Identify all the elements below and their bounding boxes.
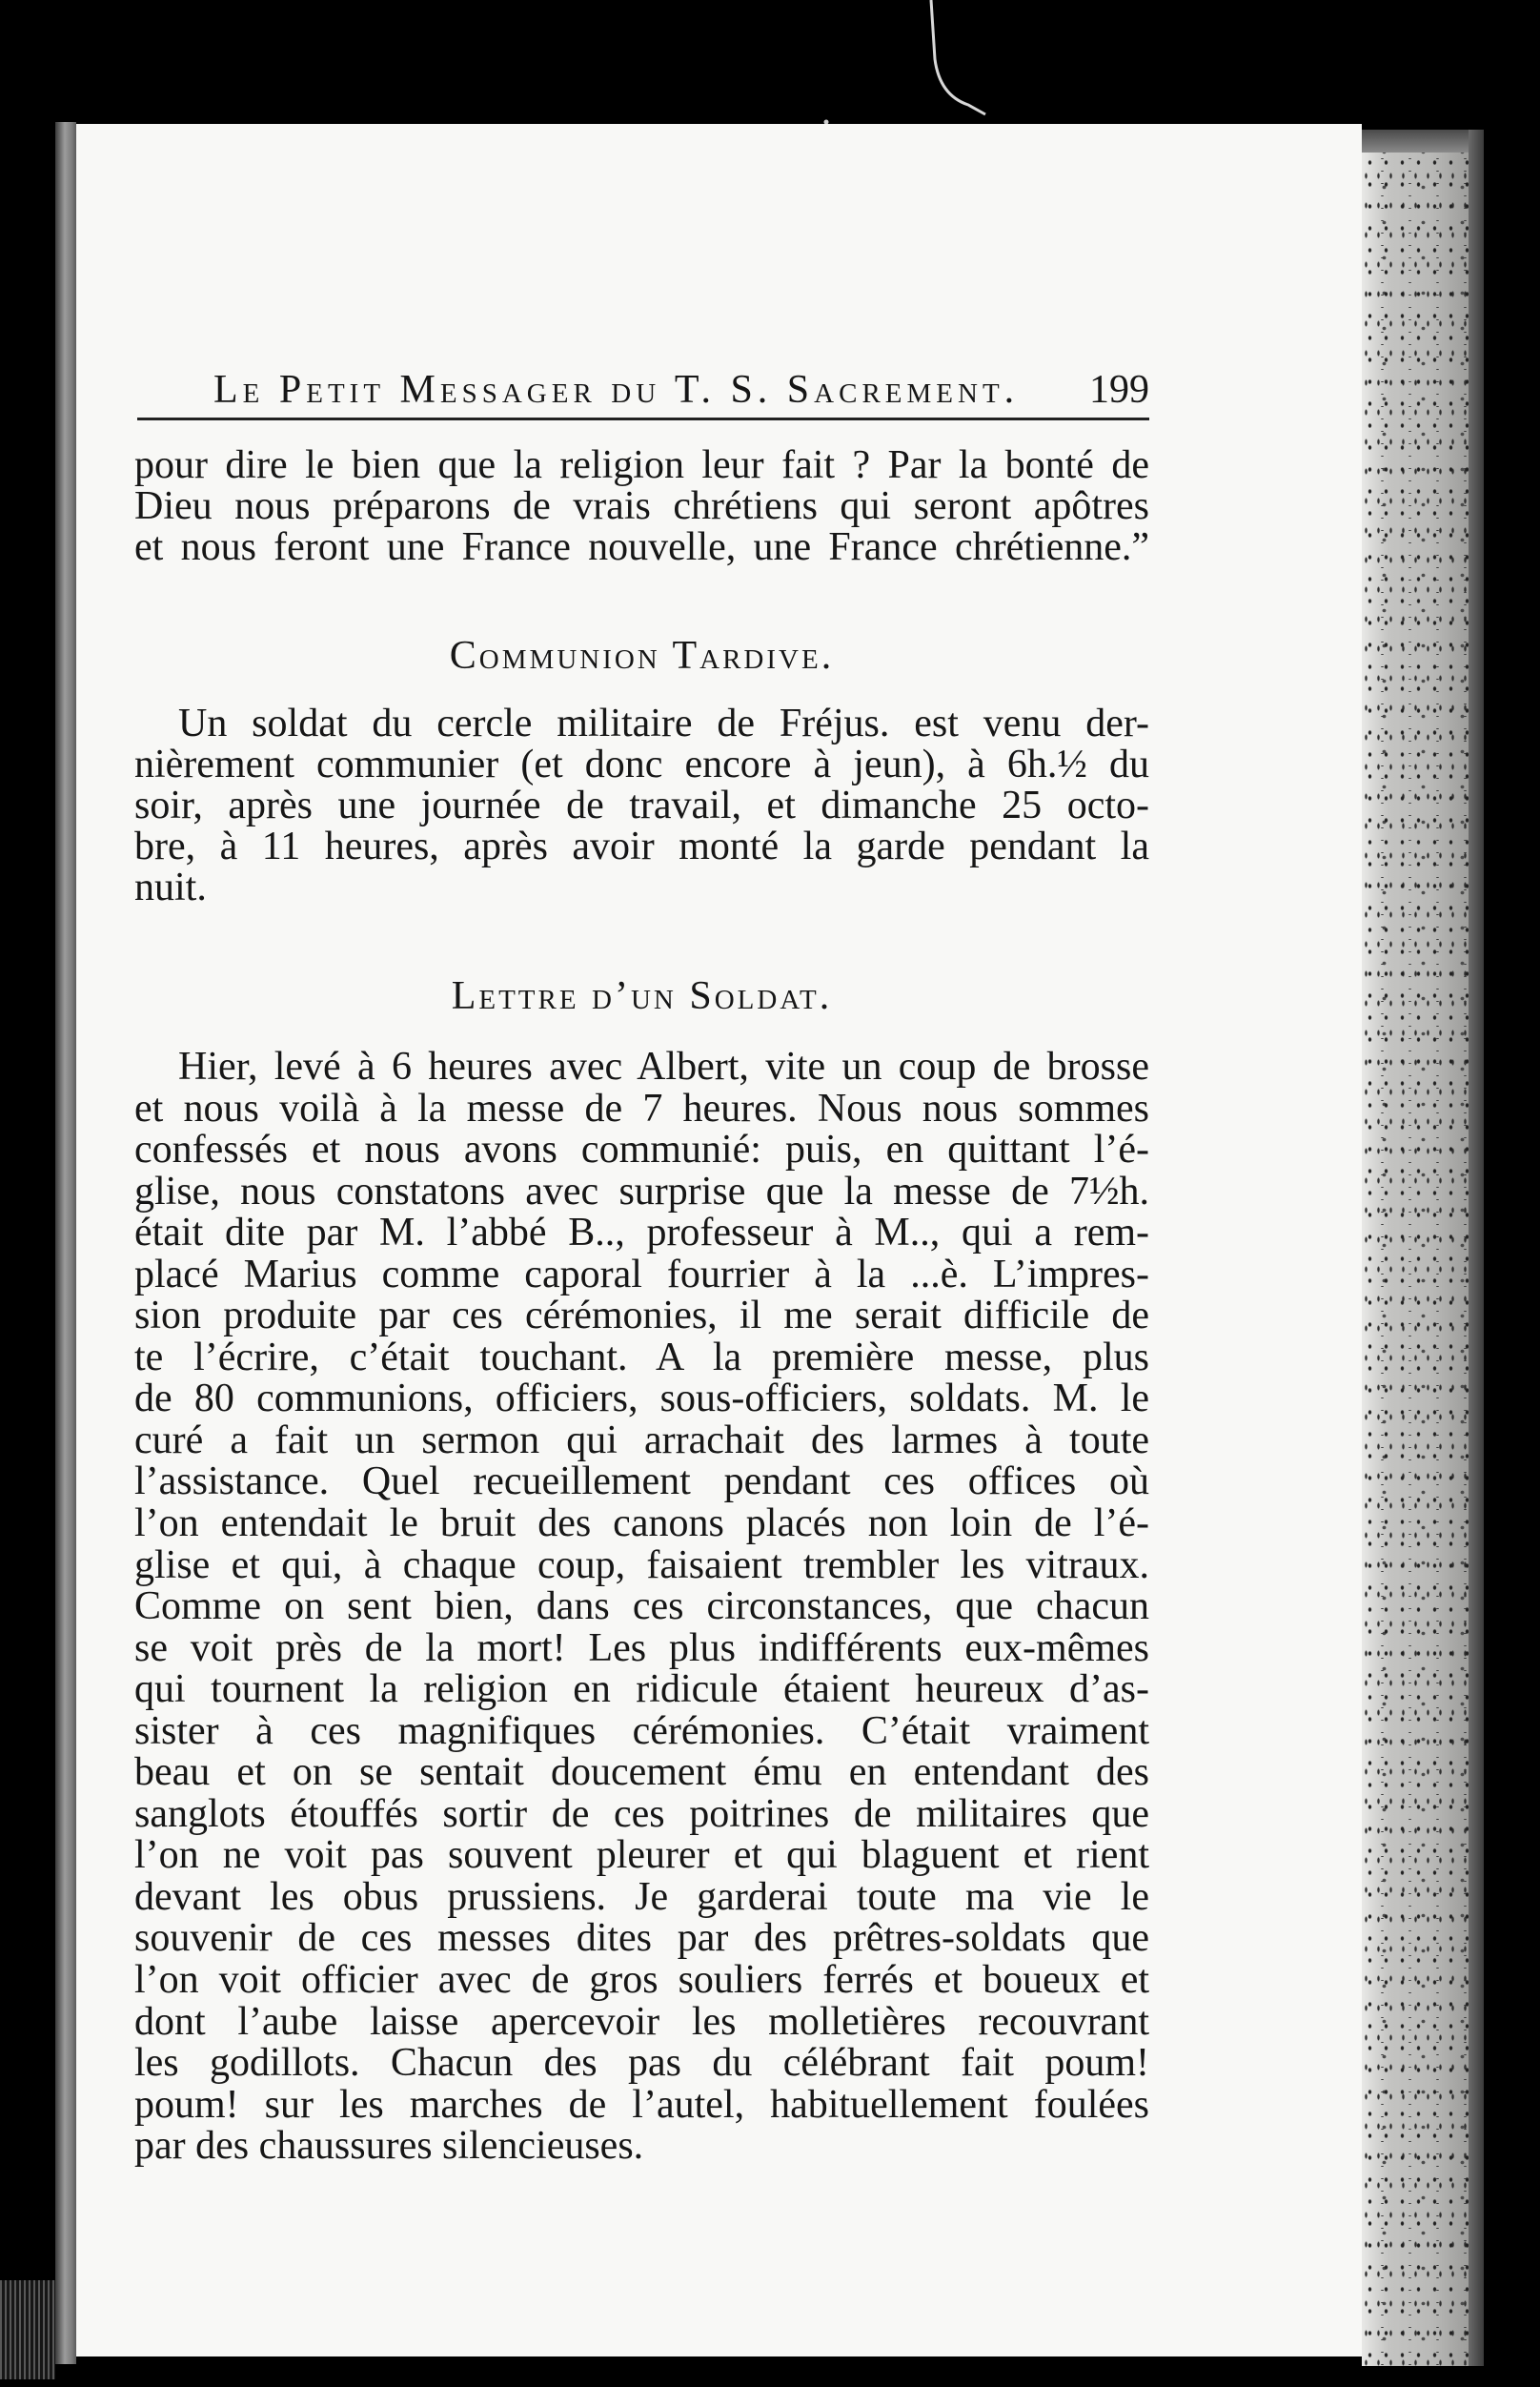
text-line: placé Marius comme caporal fourrier à la ...è. L’impres- [134,1252,1149,1296]
page-edges-top [1362,130,1484,153]
text-line: nièrement communier (et donc encore à jeun), à 6h.½ du [134,743,1149,786]
text-line: les godillots. Chacun des pas du célébrant fait poum! [134,2041,1149,2086]
running-head [134,369,1149,411]
text-line: l’assistance. Quel recueillement pendant ces offices où [134,1459,1149,1504]
text-line: nuit. [134,866,207,909]
text-line: te l’écrire, c’était touchant. A la première messe, plus [134,1335,1149,1379]
text-line: confessés et nous avons communié: puis, en quittant l’é- [134,1128,1149,1173]
text-line: Comme on sent bien, dans ces circonstances, que chacun [134,1584,1149,1629]
text-line: Dieu nous préparons de vrais chrétiens qui seront apôtres [134,484,1149,528]
text-line: par des chaussures silencieuses. [134,2124,644,2169]
page-edges [1362,130,1469,2366]
cover-board-edge [1469,130,1484,2366]
text-line: sanglots étouffés sortir de ces poitrines de militaires que [134,1791,1149,1836]
text-line: bre, à 11 heures, après avoir monté la garde pendant la [134,825,1149,868]
text-line: et nous feront une France nouvelle, une France chrétienne.” [134,525,1149,569]
continued-paragraph [134,445,1149,568]
text-line: pour dire le bien que la religion leur fait ? Par la bonté de [134,443,1149,487]
text-line: l’on voit officier avec de gros souliers ferrés et boueux et [134,1958,1149,2003]
text-line: sister à ces magnifiques cérémonies. C’était vraiment [134,1708,1149,1753]
left-page-edges [0,2280,55,2379]
text-line: curé a fait un sermon qui arrachait des larmes à toute [134,1418,1149,1462]
section-heading: Lettre d’un Soldat. [451,974,833,1018]
page-number: 199 [1089,368,1149,412]
text-line: devant les obus prussiens. Je garderai toute ma vie le [134,1874,1149,1919]
text-line: l’on entendait le bruit des canons placés non loin de l’é- [134,1501,1149,1546]
text-line: glise et qui, à chaque coup, faisaient trembler les vitraux. [134,1542,1149,1587]
text-line: Hier, levé à 6 heures avec Albert, vite un coup de brosse [178,1045,1149,1089]
running-title: Le Petit Messager du T. S. Sacrement. [213,368,1020,412]
text-line: soir, après une journée de travail, et dimanche 25 octo- [134,784,1149,827]
text-line: et nous voilà à la messe de 7 heures. Nous nous sommes [134,1086,1149,1131]
section-paragraph [134,1047,1149,2168]
text-line: se voit près de la mort! Les plus indifférents eux-mêmes [134,1625,1149,1670]
text-line: glise, nous constatons avec surprise que la messe de 7½h. [134,1169,1149,1214]
section-heading: Communion Tardive. [449,634,835,678]
text-line: beau et on se sentait doucement ému en entendant des [134,1750,1149,1795]
text-line: était dite par M. l’abbé B.., professeur à M.., qui a rem- [134,1211,1149,1255]
text-line: sion produite par ces cérémonies, il me serait difficile de [134,1294,1149,1338]
text-line: souvenir de ces messes dites par des prêtres-soldats que [134,1916,1149,1961]
binding-gutter [55,122,76,2364]
text-line: de 80 communions, officiers, sous-officiers, soldats. M. le [134,1377,1149,1421]
text-line: poum! sur les marches de l’autel, habituellement foulées [134,2082,1149,2127]
text-line: l’on ne voit pas souvent pleurer et qui blaguent et rient [134,1833,1149,1878]
text-line: Un soldat du cercle militaire de Fréjus. est venu der- [178,702,1149,745]
book-page [76,124,1362,2356]
text-line: dont l’aube laisse apercevoir les molletières recouvrant [134,1999,1149,2044]
text-line: qui tournent la religion en ridicule étaient heureux d’as- [134,1667,1149,1712]
section-paragraph [134,704,1149,908]
header-rule [137,418,1149,420]
bookmark-thread [0,0,1540,133]
